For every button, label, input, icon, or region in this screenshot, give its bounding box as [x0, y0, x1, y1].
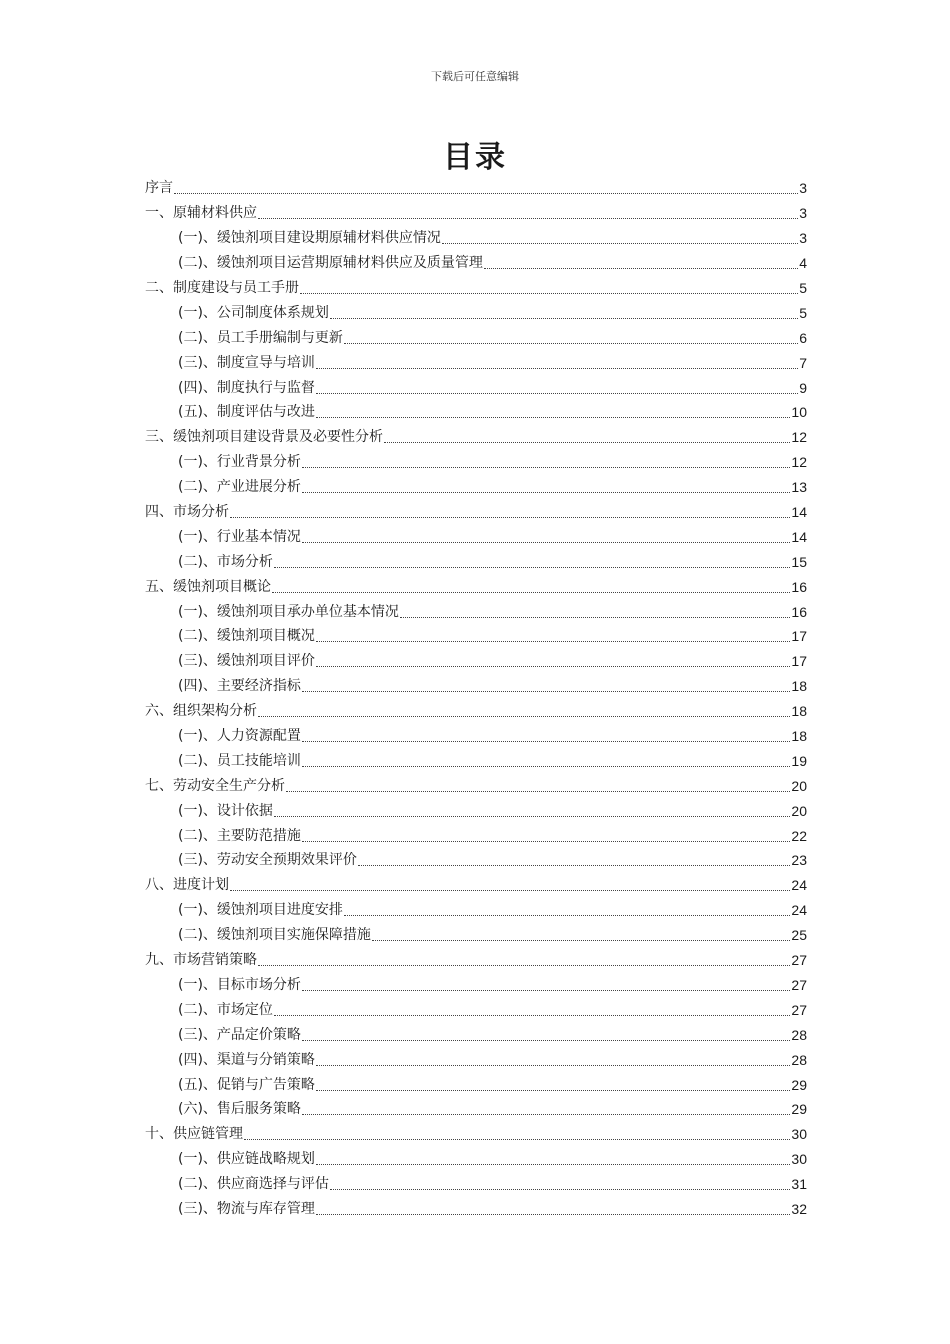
- toc-section-entry[interactable]: [145, 748, 807, 773]
- toc-page-number: 29: [791, 1101, 807, 1118]
- toc-page-number: 4: [799, 255, 807, 272]
- toc-entry-label: (一)、公司制度体系规划: [178, 304, 329, 321]
- toc-section-entry[interactable]: [145, 450, 807, 475]
- toc-dot-leader: [316, 1163, 790, 1165]
- toc-page-number: 9: [799, 379, 807, 396]
- toc-chapter-entry[interactable]: [145, 948, 807, 973]
- toc-entry-label: (四)、制度执行与监督: [178, 379, 315, 396]
- toc-section-entry[interactable]: [145, 350, 807, 375]
- toc-page-number: 17: [791, 653, 807, 670]
- toc-page-number: 6: [799, 329, 807, 346]
- toc-entry-label: 四、市场分析: [145, 504, 229, 521]
- toc-page-number: 27: [791, 1001, 807, 1018]
- toc-entry-label: (二)、缓蚀剂项目概况: [178, 628, 315, 645]
- toc-entry-label: (二)、供应商选择与评估: [178, 1176, 329, 1193]
- toc-chapter-entry[interactable]: [145, 773, 807, 798]
- toc-dot-leader: [316, 367, 798, 369]
- toc-page-number: 20: [791, 777, 807, 794]
- toc-section-entry[interactable]: [145, 1072, 807, 1097]
- toc-dot-leader: [316, 665, 790, 667]
- toc-page-number: 20: [791, 802, 807, 819]
- toc-page-number: 16: [791, 603, 807, 620]
- toc-dot-leader: [274, 1014, 790, 1016]
- toc-section-entry[interactable]: [145, 923, 807, 948]
- toc-entry-label: (一)、缓蚀剂项目承办单位基本情况: [178, 603, 399, 620]
- toc-entry-label: (四)、主要经济指标: [178, 678, 301, 695]
- toc-page-number: 5: [799, 280, 807, 296]
- toc-dot-leader: [302, 740, 790, 742]
- toc-page-number: 15: [791, 553, 807, 570]
- toc-chapter-entry[interactable]: [145, 699, 807, 724]
- toc-page-number: 16: [791, 578, 807, 595]
- toc-entry-label: 十、供应链管理: [145, 1126, 243, 1143]
- toc-page-number: 18: [791, 703, 807, 720]
- toc-section-entry[interactable]: [145, 251, 807, 276]
- toc-dot-leader: [274, 566, 790, 568]
- toc-page-number: 14: [791, 504, 807, 521]
- toc-entry-label: (二)、主要防范措施: [178, 827, 301, 844]
- toc-dot-leader: [230, 516, 790, 518]
- toc-section-entry[interactable]: [145, 300, 807, 325]
- toc-page-number: 22: [791, 827, 807, 844]
- toc-entry-label: 三、缓蚀剂项目建设背景及必要性分析: [145, 429, 383, 446]
- download-note: 下载后可任意编辑: [431, 70, 519, 83]
- toc-page-number: 12: [791, 454, 807, 471]
- toc-page-number: 29: [791, 1076, 807, 1093]
- toc-entry-label: (一)、人力资源配置: [178, 728, 301, 745]
- toc-dot-leader: [230, 889, 790, 891]
- toc-dot-leader: [372, 939, 790, 941]
- toc-section-entry[interactable]: [145, 549, 807, 574]
- toc-section-entry[interactable]: [145, 649, 807, 674]
- toc-dot-leader: [244, 1138, 790, 1140]
- toc-entry-label: (二)、缓蚀剂项目运营期原辅材料供应及质量管理: [178, 255, 483, 272]
- toc-entry-label: (一)、目标市场分析: [178, 976, 301, 993]
- toc-page-number: 32: [791, 1200, 807, 1217]
- toc-chapter-entry[interactable]: [145, 201, 807, 226]
- toc-section-entry[interactable]: [145, 674, 807, 699]
- toc-entry-label: 序言: [145, 180, 173, 197]
- toc-page-number: 14: [791, 528, 807, 545]
- toc-page-number: 24: [791, 877, 807, 894]
- toc-page-number: 27: [791, 976, 807, 993]
- toc-entry-label: (三)、制度宣导与培训: [178, 354, 315, 371]
- toc-dot-leader: [302, 1113, 790, 1115]
- toc-dot-leader: [316, 1213, 790, 1215]
- toc-section-entry[interactable]: [145, 624, 807, 649]
- toc-entry-label: (五)、制度评估与改进: [178, 404, 315, 421]
- toc-entry-label: (一)、行业背景分析: [178, 454, 301, 471]
- toc-dot-leader: [302, 765, 790, 767]
- toc-dot-leader: [316, 1089, 790, 1091]
- toc-entry-label: (五)、促销与广告策略: [178, 1076, 315, 1093]
- toc-entry-label: (二)、市场定位: [178, 1001, 273, 1018]
- toc-dot-leader: [316, 392, 798, 394]
- toc-section-entry[interactable]: [145, 226, 807, 251]
- toc-page-number: 18: [791, 728, 807, 745]
- toc-chapter-entry[interactable]: [145, 873, 807, 898]
- toc-dot-leader: [344, 342, 798, 344]
- table-of-contents: [145, 176, 807, 1221]
- toc-chapter-entry[interactable]: [145, 425, 807, 450]
- toc-entry-label: (三)、缓蚀剂项目评价: [178, 653, 315, 670]
- toc-page-number: 27: [791, 952, 807, 969]
- toc-dot-leader: [258, 964, 790, 966]
- toc-section-entry[interactable]: [145, 997, 807, 1022]
- toc-page-number: 3: [799, 205, 807, 222]
- toc-entry-label: (一)、行业基本情况: [178, 528, 301, 545]
- toc-entry-label: 九、市场营销策略: [145, 952, 257, 969]
- toc-section-entry[interactable]: [145, 1172, 807, 1197]
- toc-dot-leader: [358, 864, 790, 866]
- toc-page-number: 31: [791, 1176, 807, 1193]
- toc-dot-leader: [330, 1188, 790, 1190]
- toc-section-entry[interactable]: [145, 475, 807, 500]
- toc-section-entry[interactable]: [145, 400, 807, 425]
- toc-dot-leader: [344, 914, 790, 916]
- toc-section-entry[interactable]: [145, 724, 807, 749]
- toc-page-number: 28: [791, 1026, 807, 1043]
- toc-page-number: 30: [791, 1151, 807, 1168]
- toc-dot-leader: [330, 317, 798, 319]
- toc-entry-label: 五、缓蚀剂项目概论: [145, 578, 271, 595]
- toc-section-entry[interactable]: [145, 375, 807, 400]
- toc-section-entry[interactable]: [145, 898, 807, 923]
- toc-dot-leader: [316, 416, 790, 418]
- toc-dot-leader: [302, 840, 790, 842]
- toc-section-entry[interactable]: [145, 798, 807, 823]
- toc-section-entry[interactable]: [145, 823, 807, 848]
- toc-page-number: 5: [799, 304, 807, 321]
- toc-entry-label: (一)、缓蚀剂项目进度安排: [178, 902, 343, 919]
- toc-dot-leader: [316, 640, 790, 642]
- toc-entry-label: 七、劳动安全生产分析: [145, 777, 285, 794]
- toc-entry-label: (六)、售后服务策略: [178, 1101, 301, 1118]
- toc-dot-leader: [302, 1039, 790, 1041]
- toc-entry-label: (三)、劳动安全预期效果评价: [178, 852, 357, 869]
- toc-page-number: 17: [791, 628, 807, 645]
- toc-page-number: 3: [799, 230, 807, 247]
- toc-title: 目录: [443, 140, 507, 175]
- toc-page-number: 23: [791, 852, 807, 869]
- toc-entry-label: 六、组织架构分析: [145, 703, 257, 720]
- toc-dot-leader: [258, 217, 798, 219]
- toc-page-number: 19: [791, 752, 807, 769]
- toc-entry-label: (二)、产业进展分析: [178, 479, 301, 496]
- toc-dot-leader: [442, 242, 798, 244]
- toc-page-number: 7: [799, 354, 807, 371]
- toc-entry-label: (一)、设计依据: [178, 802, 273, 819]
- toc-chapter-entry[interactable]: [145, 1122, 807, 1147]
- toc-dot-leader: [300, 292, 798, 294]
- toc-entry-label: (一)、供应链战略规划: [178, 1151, 315, 1168]
- toc-page-number: 10: [791, 404, 807, 421]
- toc-dot-leader: [384, 441, 790, 443]
- toc-entry-label: (一)、缓蚀剂项目建设期原辅材料供应情况: [178, 230, 441, 247]
- toc-entry-label: (二)、市场分析: [178, 553, 273, 570]
- toc-page-number: 25: [791, 927, 807, 944]
- toc-dot-leader: [302, 690, 790, 692]
- toc-chapter-entry[interactable]: [145, 176, 807, 201]
- toc-entry-label: (三)、产品定价策略: [178, 1026, 301, 1043]
- toc-section-entry[interactable]: [145, 599, 807, 624]
- toc-section-entry[interactable]: [145, 524, 807, 549]
- toc-chapter-entry[interactable]: [145, 276, 807, 301]
- toc-entry-label: (三)、物流与库存管理: [178, 1200, 315, 1217]
- toc-dot-leader: [274, 815, 790, 817]
- toc-page-number: 3: [799, 180, 807, 197]
- toc-dot-leader: [484, 267, 798, 269]
- toc-entry-label: (四)、渠道与分销策略: [178, 1051, 315, 1068]
- toc-dot-leader: [174, 192, 798, 194]
- toc-dot-leader: [302, 491, 790, 493]
- toc-section-entry[interactable]: [145, 1047, 807, 1072]
- toc-page-number: 24: [791, 902, 807, 919]
- toc-dot-leader: [302, 989, 790, 991]
- toc-section-entry[interactable]: [145, 848, 807, 873]
- toc-section-entry[interactable]: [145, 973, 807, 998]
- toc-entry-label: 八、进度计划: [145, 877, 229, 894]
- toc-section-entry[interactable]: [145, 1197, 807, 1222]
- toc-dot-leader: [258, 715, 790, 717]
- toc-page-number: 30: [791, 1126, 807, 1143]
- toc-entry-label: 一、原辅材料供应: [145, 205, 257, 222]
- toc-dot-leader: [400, 616, 790, 618]
- toc-chapter-entry[interactable]: [145, 500, 807, 525]
- toc-entry-label: (二)、缓蚀剂项目实施保障措施: [178, 927, 371, 944]
- toc-section-entry[interactable]: [145, 325, 807, 350]
- toc-entry-label: (二)、员工技能培训: [178, 752, 301, 769]
- toc-chapter-entry[interactable]: [145, 574, 807, 599]
- toc-page-number: 18: [791, 678, 807, 695]
- toc-section-entry[interactable]: [145, 1147, 807, 1172]
- toc-dot-leader: [316, 1064, 790, 1066]
- toc-dot-leader: [302, 541, 790, 543]
- toc-dot-leader: [302, 466, 790, 468]
- toc-page-number: 12: [791, 429, 807, 446]
- toc-entry-label: (二)、员工手册编制与更新: [178, 329, 343, 346]
- toc-section-entry[interactable]: [145, 1022, 807, 1047]
- toc-dot-leader: [286, 790, 790, 792]
- toc-dot-leader: [272, 591, 790, 593]
- toc-section-entry[interactable]: [145, 1097, 807, 1122]
- toc-entry-label: 二、制度建设与员工手册: [145, 280, 299, 296]
- toc-page-number: 13: [791, 479, 807, 496]
- toc-page-number: 28: [791, 1051, 807, 1068]
